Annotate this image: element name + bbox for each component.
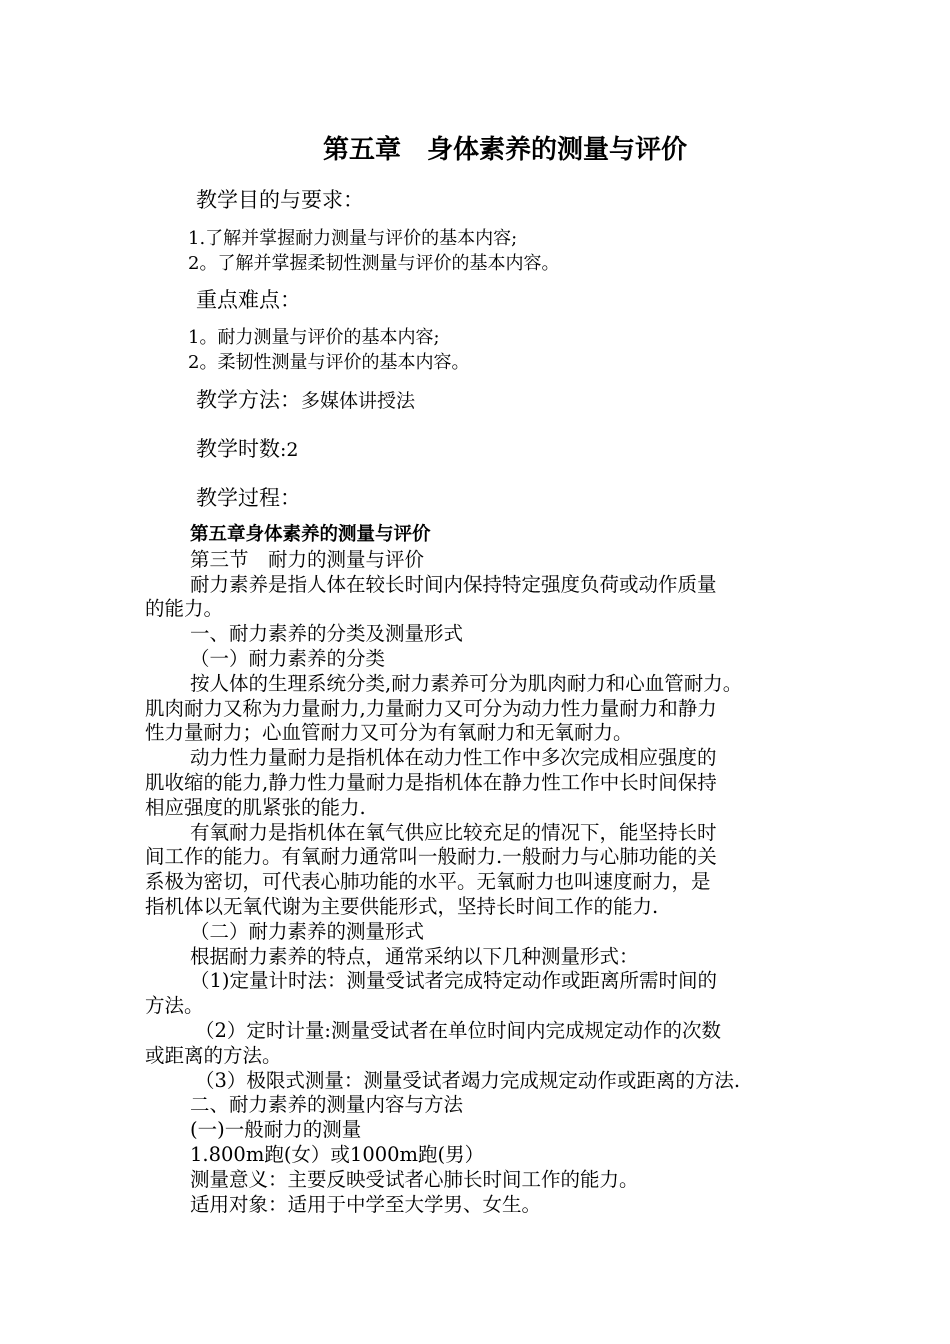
subsection-heading: 一、耐力素养的分类及测量形式 (190, 622, 464, 646)
key-points-list (188, 325, 469, 375)
objective-item: 1.了解并掌握耐力测量与评价的基本内容; (188, 228, 518, 249)
subsection-heading: 二、耐力素养的测量内容与方法 (190, 1093, 464, 1117)
subsection-heading: (一)一般耐力的测量 (190, 1118, 362, 1142)
body-chapter-title: 第五章身体素养的测量与评价 (190, 524, 431, 545)
body-line: （2）定时计量:测量受试者在单位时间内完成规定动作的次数 (195, 1018, 721, 1042)
teaching-method-value: 多媒体讲授法 (301, 390, 416, 412)
body-line: 方法。 (145, 994, 204, 1018)
teaching-hours-label: 教学时数 (196, 437, 280, 461)
body-line: 或距离的方法。 (145, 1043, 282, 1067)
body-line: 按人体的生理系统分类,耐力素养可分为肌肉耐力和心血管耐力。 (190, 671, 743, 695)
teaching-hours-value: :2 (280, 439, 299, 461)
body-line: 测量意义：主要反映受试者心肺长时间工作的能力。 (190, 1167, 639, 1191)
body-line: 相应强度的肌紧张的能力. (145, 795, 366, 819)
body-line: 性力量耐力；心血管耐力又可分为有氧耐力和无氧耐力。 (145, 721, 633, 745)
body-line: 适用对象：适用于中学至大学男、女生。 (190, 1192, 542, 1216)
subsection-heading: （一）耐力素养的分类 (190, 646, 386, 670)
body-line: 肌收缩的能力,静力性力量耐力是指机体在静力性工作中长时间保持 (145, 770, 717, 794)
objective-item: 2。了解并掌握柔韧性测量与评价的基本内容。 (188, 253, 560, 274)
body-line: 间工作的能力。有氧耐力通常叫一般耐力.一般耐力与心肺功能的关 (145, 845, 717, 869)
objectives-list (188, 226, 559, 276)
body-line: 根据耐力素养的特点，通常采纳以下几种测量形式： (190, 944, 639, 968)
body-line: 动力性力量耐力是指机体在动力性工作中多次完成相应强度的 (190, 746, 717, 770)
key-point-item: 1。耐力测量与评价的基本内容; (188, 327, 440, 348)
body-line: 肌肉耐力又称为力量耐力,力量耐力又可分为动力性力量耐力和静力 (145, 696, 717, 720)
objectives-heading: 教学目的与要求： (196, 188, 364, 212)
subsection-heading: （二）耐力素养的测量形式 (190, 919, 425, 943)
body-line: 有氧耐力是指机体在氧气供应比较充足的情况下，能坚持长时 (190, 820, 717, 844)
chapter-title: 第五章 身体素养的测量与评价 (322, 135, 687, 165)
body-line: 1.800m跑(女）或1000m跑(男） (190, 1142, 485, 1166)
teaching-method-label: 教学方法： (196, 388, 301, 412)
body-line: 指机体以无氧代谢为主要供能形式，坚持长时间工作的能力. (145, 894, 659, 918)
key-point-item: 2。柔韧性测量与评价的基本内容。 (188, 352, 470, 373)
key-points-heading: 重点难点： (196, 288, 301, 312)
body-line: （1)定量计时法：测量受试者完成特定动作或距离所需时间的 (190, 969, 718, 993)
section-title: 第三节 耐力的测量与评价 (190, 547, 425, 571)
body-line: 耐力素养是指人体在较长时间内保持特定强度负荷或动作质量 (190, 572, 717, 596)
teaching-hours (196, 434, 299, 465)
teaching-method (196, 385, 415, 416)
body-line: 的能力。 (145, 597, 224, 621)
body-line: 系极为密切，可代表心肺功能的水平。无氧耐力也叫速度耐力，是 (145, 870, 711, 894)
process-heading: 教学过程： (196, 486, 301, 510)
lesson-body (145, 523, 825, 1217)
body-line: （3）极限式测量：测量受试者竭力完成规定动作或距离的方法. (195, 1068, 741, 1092)
